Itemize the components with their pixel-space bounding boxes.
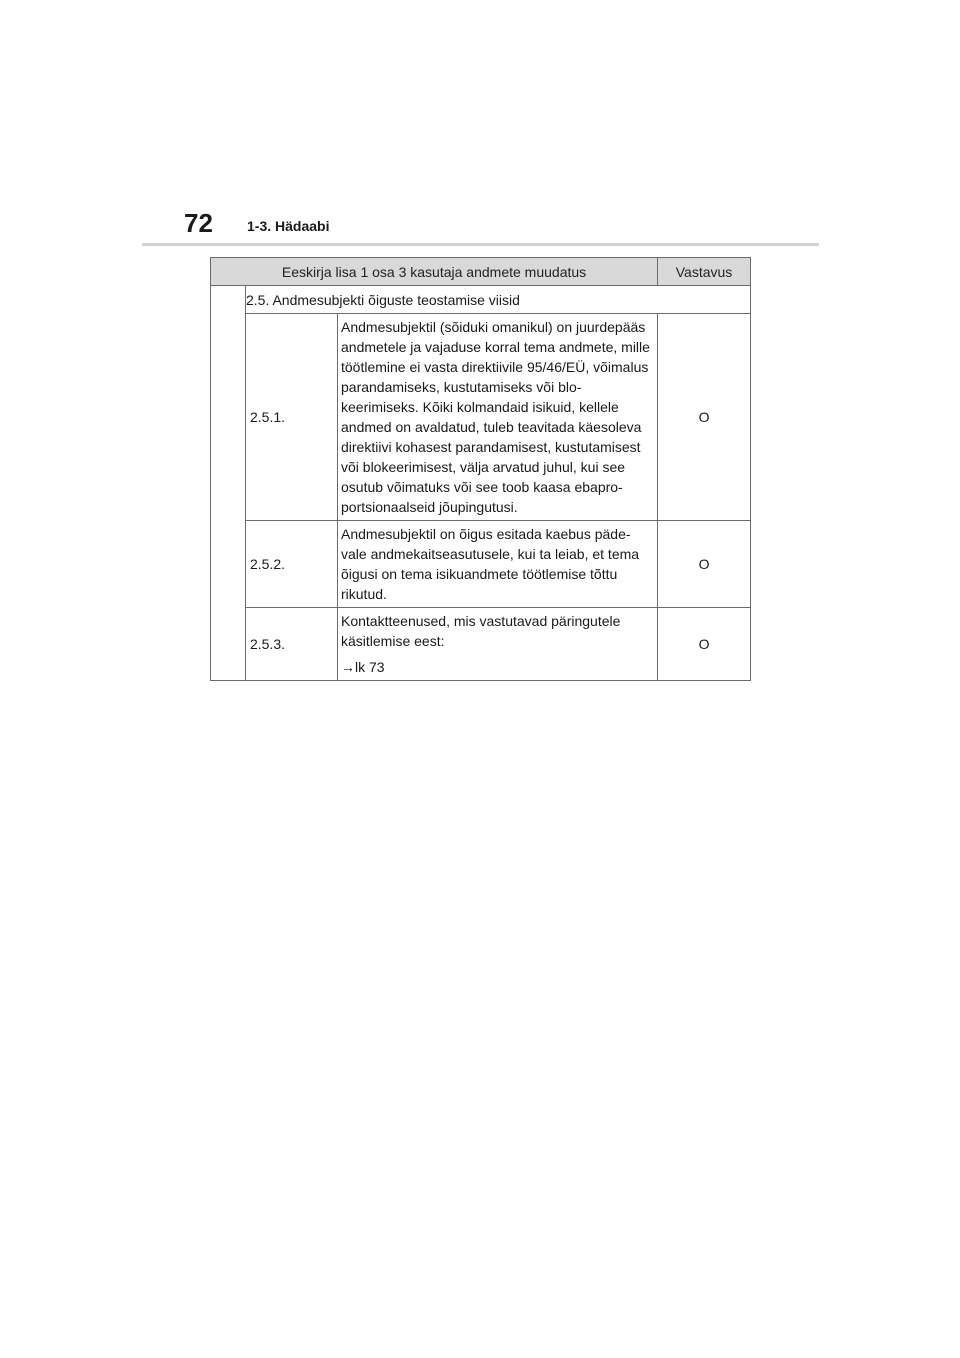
page-number: 72 — [184, 208, 213, 238]
row-text-cell — [338, 608, 658, 681]
page-reference-link[interactable]: →lk 73 — [341, 659, 385, 675]
table-row — [211, 286, 751, 314]
row-conformity: O — [658, 521, 751, 608]
table-row — [211, 314, 751, 521]
row-text: Andmesubjektil (sõiduki omanikul) on juurdepääs andmetele ja vajaduse korral tema andmete, mille töötlemine ei vasta direktiivile 95/46/EÜ, võimalus parandamiseks, kustutamiseks või blo-keerimiseks. Kõiki kolmandaid isikuid, kellele andmed on avaldatud, tuleb teavitada käesoleva direktiivi kohasest parandamisest, kustutamisest või blokeerimisest, välja arvatud juhul, kui see osutub võimatuks või see toob kaasa ebapro-portsionaalseid jõupingutusi. — [338, 314, 658, 521]
column-header-change: Eeskirja lisa 1 osa 3 kasutaja andmete muudatus — [211, 258, 658, 286]
section-heading-cell: 2.5. Andmesubjekti õiguste teostamise viisid — [246, 286, 751, 314]
row-conformity: O — [658, 608, 751, 681]
regulation-table — [210, 257, 751, 681]
column-header-conformity: Vastavus — [658, 258, 751, 286]
header-divider — [142, 243, 819, 246]
row-number: 2.5.2. — [246, 521, 338, 608]
blank-cell — [211, 286, 246, 681]
row-number: 2.5.1. — [246, 314, 338, 521]
table-header-row — [211, 258, 751, 286]
row-conformity: O — [658, 314, 751, 521]
section-title: 1-3. Hädaabi — [247, 218, 330, 234]
row-number: 2.5.3. — [246, 608, 338, 681]
row-text: Kontaktteenused, mis vastutavad päringutele käsitlemise eest: — [341, 613, 621, 649]
table-row — [211, 521, 751, 608]
table-row — [211, 608, 751, 681]
row-text: Andmesubjektil on õigus esitada kaebus päde-vale andmekaitseasutusele, kui ta leiab, et tema õigusi on tema isikuandmete töötlemise tõttu rikutud. — [338, 521, 658, 608]
